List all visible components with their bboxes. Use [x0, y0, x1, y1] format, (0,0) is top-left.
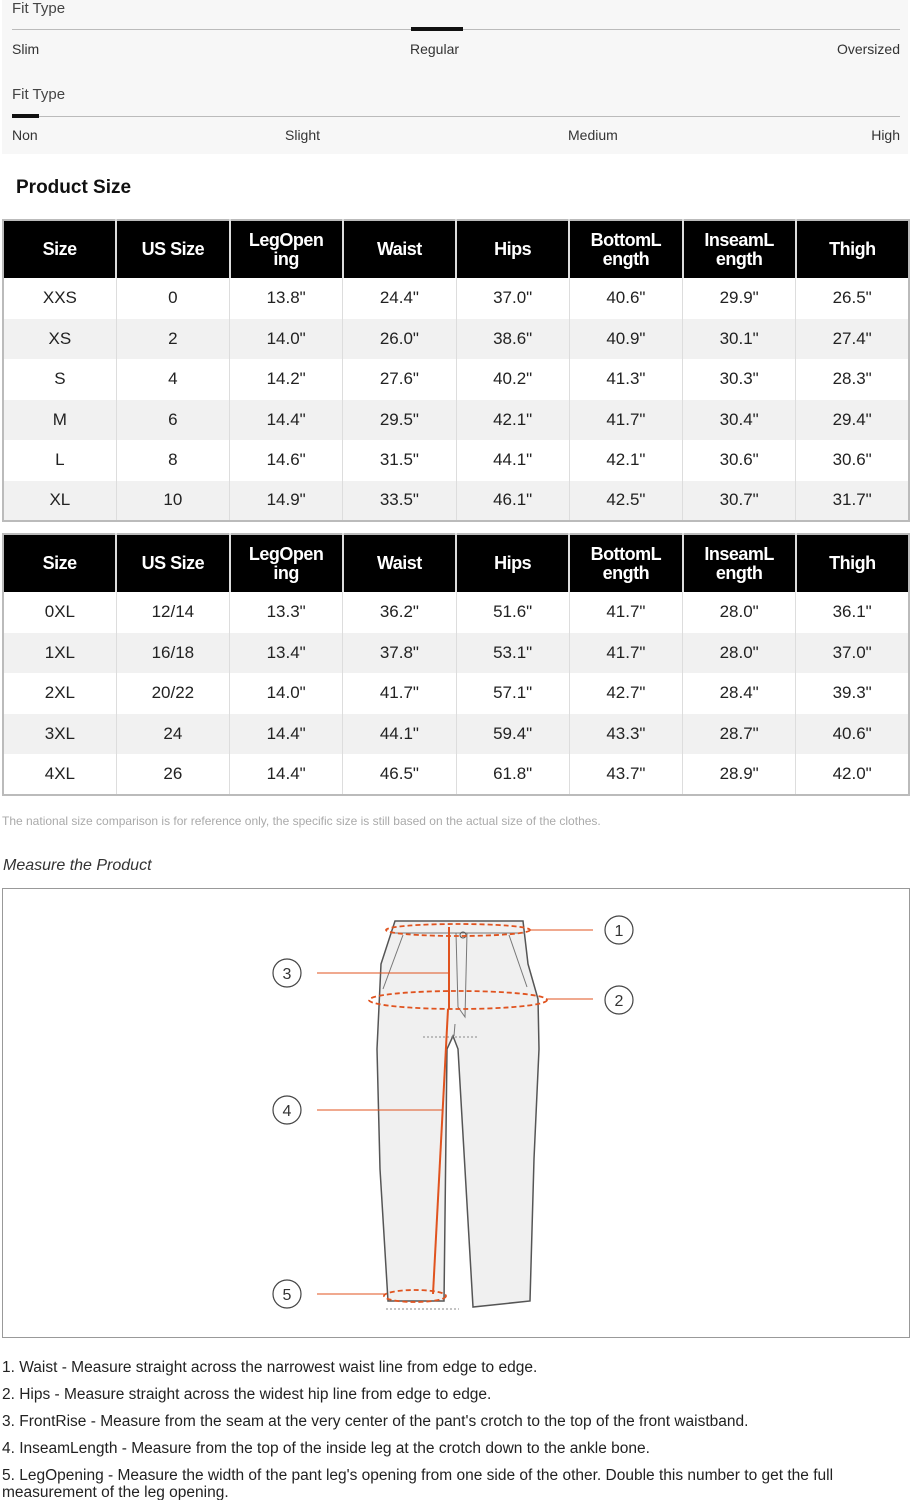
fit-type-stretch — [2, 68, 908, 154]
table-cell: 28.3" — [796, 359, 909, 400]
fit-type-slim-regular-oversized — [2, 0, 908, 68]
column-header: BottomL ength — [569, 534, 682, 592]
table-cell: 31.7" — [796, 481, 909, 522]
fit-label-high: High — [871, 127, 900, 143]
table-cell: 28.4" — [683, 673, 796, 714]
table-cell: 33.5" — [343, 481, 456, 522]
table-cell: 20/22 — [116, 673, 229, 714]
table-header-row — [3, 534, 909, 592]
pants-outline — [377, 921, 539, 1307]
table-cell: 8 — [116, 440, 229, 481]
column-header: Hips — [456, 220, 569, 278]
table-cell: 10 — [116, 481, 229, 522]
table-cell: 41.7" — [569, 592, 682, 633]
fit-selected-marker — [12, 114, 39, 118]
table-cell: 38.6" — [456, 319, 569, 360]
table-cell: 14.0" — [230, 319, 343, 360]
column-header: Hips — [456, 534, 569, 592]
table-cell: 3XL — [3, 714, 116, 755]
column-header: InseamL ength — [683, 534, 796, 592]
column-header: US Size — [116, 534, 229, 592]
table-cell: 13.8" — [230, 278, 343, 319]
table-cell: 13.3" — [230, 592, 343, 633]
table-cell: 37.8" — [343, 633, 456, 674]
fit-label-medium: Medium — [568, 127, 618, 143]
instruction-front-rise: 3. FrontRise - Measure from the seam at the very center of the pant's crotch to the top of the front waistband. — [2, 1413, 749, 1430]
table-row — [3, 440, 909, 481]
measure-instructions — [2, 1354, 910, 1500]
fit-label-slight: Slight — [285, 127, 321, 143]
table-cell: 6 — [116, 400, 229, 441]
table-cell: 37.0" — [796, 633, 909, 674]
callout-2-label: 2 — [614, 993, 624, 1010]
column-header: Size — [3, 534, 116, 592]
table-row — [3, 633, 909, 674]
fit-type-title: Fit Type — [12, 86, 66, 103]
fit-label-regular: Regular — [410, 41, 460, 57]
size-table-regular — [2, 219, 910, 522]
table-header-row — [3, 220, 909, 278]
table-row — [3, 481, 909, 522]
table-cell: 46.1" — [456, 481, 569, 522]
fit-scale-line — [12, 116, 900, 117]
table-row — [3, 278, 909, 319]
table-cell: 29.5" — [343, 400, 456, 441]
table-cell: 13.4" — [230, 633, 343, 674]
table-row — [3, 400, 909, 441]
instruction-hips: 2. Hips - Measure straight across the widest hip line from edge to edge. — [2, 1386, 492, 1403]
instruction-waist: 1. Waist - Measure straight across the narrowest waist line from edge to edge. — [2, 1359, 538, 1376]
table-cell: 0 — [116, 278, 229, 319]
table-cell: XXS — [42, 288, 77, 308]
table-cell: 0XL — [44, 602, 75, 622]
table-cell: 41.3" — [569, 359, 682, 400]
column-header: Thigh — [796, 220, 909, 278]
size-table-plus — [2, 533, 910, 796]
table-cell: 51.6" — [456, 592, 569, 633]
instruction-leg-opening: 5. LegOpening - Measure the width of the pant leg's opening from one side of the other. Double this number to get the full measurement of the leg opening. — [2, 1467, 834, 1500]
fit-label-slim: Slim — [12, 41, 40, 57]
table-cell: 27.6" — [343, 359, 456, 400]
column-header: LegOpen ing — [230, 534, 343, 592]
table-cell: 44.1" — [343, 714, 456, 755]
table-cell: 59.4" — [456, 714, 569, 755]
table-cell: 26.0" — [343, 319, 456, 360]
table-cell: 43.3" — [569, 714, 682, 755]
table-cell: 46.5" — [343, 754, 456, 795]
table-body — [3, 278, 909, 521]
table-cell: 14.4" — [230, 714, 343, 755]
callout-3-label: 3 — [282, 966, 292, 983]
column-header: Waist — [343, 220, 456, 278]
table-cell: 30.3" — [683, 359, 796, 400]
table-cell: 14.2" — [230, 359, 343, 400]
table-cell: 4XL — [44, 763, 75, 783]
table-cell: 31.5" — [343, 440, 456, 481]
table-cell: 42.7" — [569, 673, 682, 714]
table-cell: 41.7" — [569, 400, 682, 441]
table-row — [3, 754, 909, 795]
table-cell: 40.9" — [569, 319, 682, 360]
table-cell: 14.4" — [230, 400, 343, 441]
table-cell: 2 — [116, 319, 229, 360]
table-cell: 42.1" — [456, 400, 569, 441]
table-cell: 42.0" — [796, 754, 909, 795]
table-cell: 43.7" — [569, 754, 682, 795]
table-cell: M — [3, 400, 116, 441]
fit-label-non: Non — [12, 127, 38, 143]
table-cell: 14.4" — [230, 754, 343, 795]
table-cell: 36.2" — [343, 592, 456, 633]
table-cell: 57.1" — [456, 673, 569, 714]
table-cell: 28.7" — [683, 714, 796, 755]
table-cell: 26.5" — [796, 278, 909, 319]
table-cell: 12/14 — [116, 592, 229, 633]
fit-label-oversized: Oversized — [836, 41, 900, 57]
table-cell: 37.0" — [456, 278, 569, 319]
table-cell: 1XL — [3, 633, 116, 674]
column-header: US Size — [116, 220, 229, 278]
measure-title: Measure the Product — [3, 857, 152, 874]
table-cell: 39.3" — [796, 673, 909, 714]
table-cell: 28.0" — [683, 592, 796, 633]
table-cell: 30.1" — [683, 319, 796, 360]
table-cell: 29.4" — [796, 400, 909, 441]
instruction-inseam: 4. InseamLength - Measure from the top of the inside leg at the crotch down to the ankle bone. — [2, 1440, 650, 1457]
table-cell: 44.1" — [456, 440, 569, 481]
table-cell: 24.4" — [343, 278, 456, 319]
fit-selected-marker — [411, 27, 463, 31]
table-cell: 41.7" — [569, 633, 682, 674]
table-cell: XL — [3, 481, 116, 522]
table-row — [3, 592, 909, 633]
table-cell: 40.2" — [456, 359, 569, 400]
table-cell: 16/18 — [116, 633, 229, 674]
table-cell: 42.1" — [569, 440, 682, 481]
table-cell: 30.6" — [683, 440, 796, 481]
table-cell: 40.6" — [569, 278, 682, 319]
size-note: The national size comparison is for reference only, the specific size is still based on the actual size of the clothes. — [2, 814, 601, 828]
table-cell: 14.6" — [230, 440, 343, 481]
table-cell: 28.0" — [683, 633, 796, 674]
product-size-title: Product Size — [16, 177, 132, 198]
column-header: Waist — [343, 534, 456, 592]
table-cell: 61.8" — [456, 754, 569, 795]
table-cell: S — [54, 369, 66, 389]
column-header: BottomL ength — [569, 220, 682, 278]
table-cell: 41.7" — [343, 673, 456, 714]
pants-diagram-svg — [3, 889, 909, 1337]
table-cell: L — [55, 450, 65, 470]
column-header: Thigh — [796, 534, 909, 592]
table-cell: 42.5" — [569, 481, 682, 522]
table-cell: 26 — [116, 754, 229, 795]
table-row — [3, 319, 909, 360]
table-row — [3, 673, 909, 714]
table-cell: 29.9" — [683, 278, 796, 319]
callout-5-label: 5 — [282, 1287, 292, 1304]
table-cell: 40.6" — [796, 714, 909, 755]
callout-4-label: 4 — [282, 1103, 292, 1120]
table-cell: XS — [3, 319, 116, 360]
measure-diagram — [2, 888, 910, 1338]
table-row — [3, 714, 909, 755]
table-cell: 30.6" — [796, 440, 909, 481]
table-cell: 2XL — [44, 683, 75, 703]
table-cell: 4 — [116, 359, 229, 400]
callout-1-label: 1 — [614, 923, 624, 940]
table-cell: 27.4" — [796, 319, 909, 360]
table-cell: 30.4" — [683, 400, 796, 441]
fit-type-title: Fit Type — [12, 0, 66, 17]
column-header: Size — [3, 220, 116, 278]
table-cell: 28.9" — [683, 754, 796, 795]
table-body — [3, 592, 909, 795]
column-header: InseamL ength — [683, 220, 796, 278]
table-cell: 53.1" — [456, 633, 569, 674]
table-cell: 14.0" — [230, 673, 343, 714]
table-cell: 36.1" — [796, 592, 909, 633]
table-cell: 30.7" — [683, 481, 796, 522]
table-cell: 24 — [116, 714, 229, 755]
table-cell: 14.9" — [230, 481, 343, 522]
table-row — [3, 359, 909, 400]
column-header: LegOpen ing — [230, 220, 343, 278]
